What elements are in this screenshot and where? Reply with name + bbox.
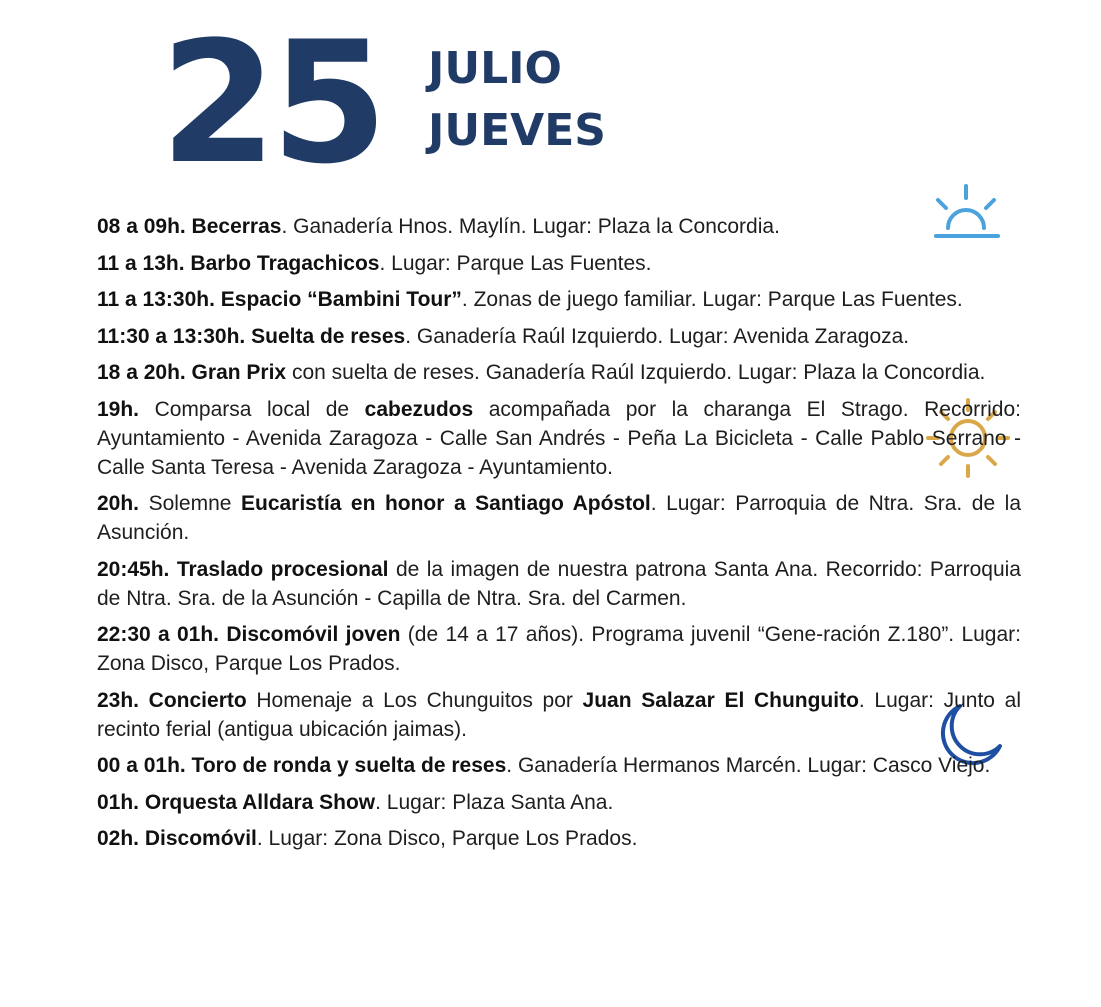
date-header <box>0 0 1101 201</box>
event-item: 20:45h. Traslado procesional de la imagen de nuestra patrona Santa Ana. Recorrido: Parroquia de Ntra. Sra. de la Asunción - Capilla de Ntra. Sra. del Carmen. <box>97 557 1021 610</box>
event-item: 11 a 13h. Barbo Tragachicos. Lugar: Parque Las Fuentes. <box>97 251 652 275</box>
event-item: 18 a 20h. Gran Prix con suelta de reses. Ganadería Raúl Izquierdo. Lugar: Plaza la Concordia. <box>97 361 986 384</box>
event-item: 19h. Comparsa local de cabezudos acompañada por la charanga El Strago. Recorrido: Ayuntamiento - Avenida Zaragoza - Calle San Andrés - Peña La Bicicleta - Calle Pablo Serrano - Calle Santa Teresa - Avenida Zaragoza - Ayuntamiento. <box>97 397 1021 479</box>
event-item: 11 a 13:30h. Espacio “Bambini Tour”. Zonas de juego familiar. Lugar: Parque Las Fuentes. <box>97 288 963 311</box>
event-item: 00 a 01h. Toro de ronda y suelta de reses. Ganadería Hermanos Marcén. Lugar: Casco Viejo. <box>97 754 991 777</box>
event-item: 11:30 a 13:30h. Suelta de reses. Ganadería Raúl Izquierdo. Lugar: Avenida Zaragoza. <box>97 324 910 348</box>
event-item: 01h. Orquesta Alldara Show. Lugar: Plaza Santa Ana. <box>97 790 614 814</box>
month-label: JULIO <box>428 43 562 94</box>
event-item: 02h. Discomóvil. Lugar: Zona Disco, Parque Los Prados. <box>97 827 638 850</box>
event-schedule <box>97 212 1021 861</box>
day-number: 25 <box>160 5 382 201</box>
event-item: 08 a 09h. Becerras. Ganadería Hnos. Maylín. Lugar: Plaza la Concordia. <box>97 215 780 238</box>
event-item: 22:30 a 01h. Discomóvil joven (de 14 a 17 años). Programa juvenil “Gene-ración Z.180”. Lugar: Zona Disco, Parque Los Prados. <box>97 623 1021 675</box>
event-item: 20h. Solemne Eucaristía en honor a Santiago Apóstol. Lugar: Parroquia de Ntra. Sra. de la Asunción. <box>97 492 1022 544</box>
weekday-label: JUEVES <box>428 105 606 156</box>
event-item: 23h. Concierto Homenaje a Los Chunguitos por Juan Salazar El Chunguito. Lugar: Junto al recinto ferial (antigua ubicación jaimas). <box>97 688 1021 741</box>
